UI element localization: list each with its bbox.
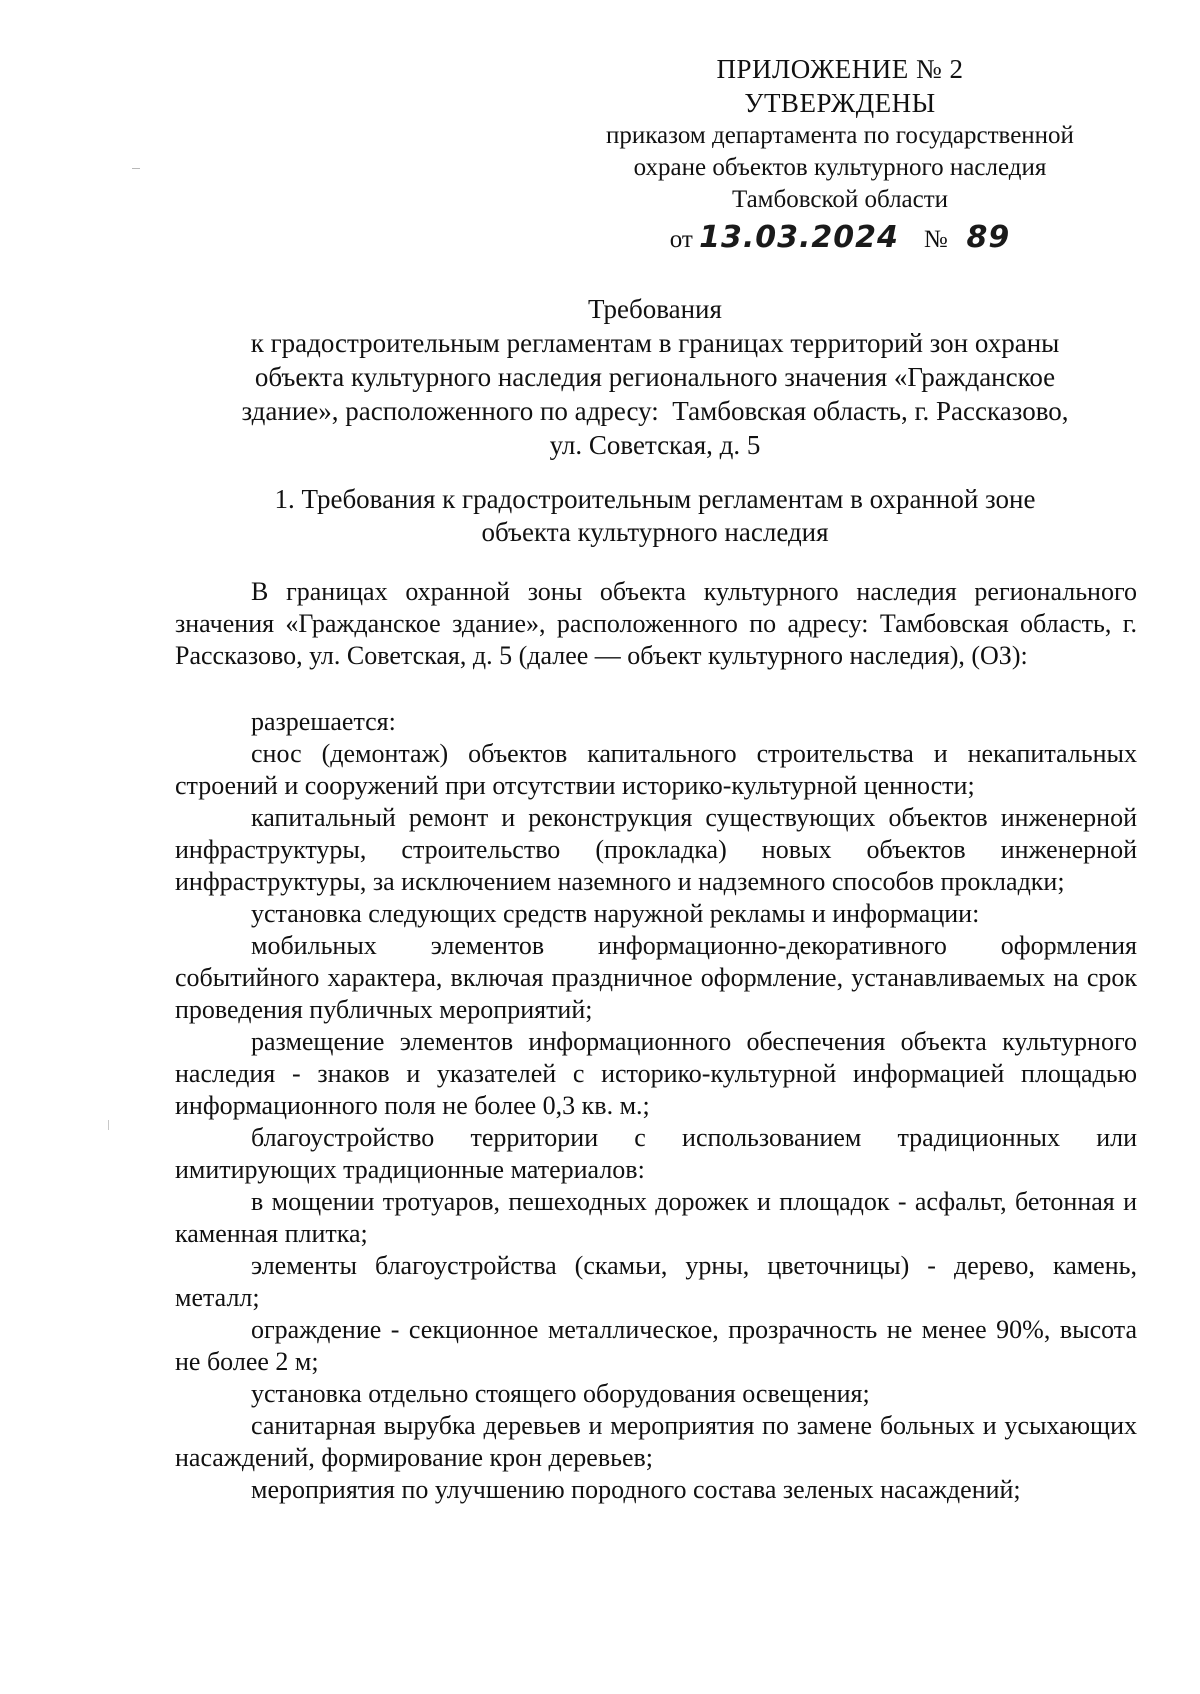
document-title [175,292,1135,462]
title-line-4: здание», расположенного по адресу: Тамбовская область, г. Рассказово, [241,396,1069,426]
order-line-1: приказом департамента по государственной [606,122,1074,149]
title-line-3: объекта культурного наследия регионального значения «Гражданское [254,362,1056,392]
paragraph: элементы благоустройства (скамьи, урны, цветочницы) - дерево, камень, металл; [175,1251,1137,1312]
title-line-2: к градостроительным регламентам в границах территорий зон охраны [250,328,1060,358]
paragraph: ограждение - секционное металлическое, прозрачность не менее 90%, высота не более 2 м; [175,1315,1137,1376]
appendix-label: ПРИЛОЖЕНИЕ № 2 [716,54,964,84]
section-heading [175,483,1135,549]
order-line-2: охране объектов культурного наследия [633,154,1047,181]
section-line-1: 1. Требования к градостроительным регламентам в охранной зоне [274,484,1036,514]
date-prefix: от [669,226,693,253]
paragraph: благоустройство территории с использованием традиционных или имитирующих традиционные материалов: [175,1123,1137,1184]
handwritten-number: 89 [966,220,1011,255]
number-prefix: № [923,226,948,253]
paragraph: снос (демонтаж) объектов капитального строительства и некапитальных строений и сооружений при отсутствии историко-культурной ценности; [175,739,1137,800]
paragraph: мобильных элементов информационно-декоративного оформления событийного характера, включая праздничное оформление, устанавливаемых на срок проведения публичных мероприятий; [175,931,1137,1024]
scan-artifact [132,168,140,169]
order-date-line [540,218,1140,260]
intro-paragraph: В границах охранной зоны объекта культурного наследия регионального значения «Гражданское здание», расположенного по адресу: Тамбовская область, г. Рассказово, ул. Советская, д. 5 (далее — объект культурного наследия), (ОЗ): [175,577,1137,670]
order-line-3: Тамбовской области [731,186,949,213]
paragraph: установка отдельно стоящего оборудования освещения; [251,1379,870,1408]
scan-artifact [108,1120,109,1130]
paragraph: установка следующих средств наружной рекламы и информации: [251,899,980,928]
handwritten-date: 13.03.2024 [699,220,899,255]
section-line-2: объекта культурного наследия [481,517,829,547]
paragraph: разрешается: [251,707,396,736]
paragraph: мероприятия по улучшению породного состава зеленых насаждений; [251,1475,1021,1504]
paragraph: в мощении тротуаров, пешеходных дорожек и площадок - асфальт, бетонная и каменная плитка; [175,1187,1137,1248]
paragraph: размещение элементов информационного обеспечения объекта культурного наследия - знаков и указателей с историко-культурной информацией площадью информационного поля не более 0,3 кв. м.; [175,1027,1137,1120]
body-text [175,576,1137,1506]
title-line-5: ул. Советская, д. 5 [549,430,761,460]
title-line-1: Требования [588,294,722,324]
paragraph: санитарная вырубка деревьев и мероприятия по замене больных и усыхающих насаждений, формирование крон деревьев; [175,1411,1137,1472]
paragraph: капитальный ремонт и реконструкция существующих объектов инженерной инфраструктуры, строительство (прокладка) новых объектов инженерной инфраструктуры, за исключением наземного и надземного способов прокладки; [175,803,1137,896]
approved-label: УТВЕРЖДЕНЫ [744,88,936,118]
approval-header [540,52,1140,260]
